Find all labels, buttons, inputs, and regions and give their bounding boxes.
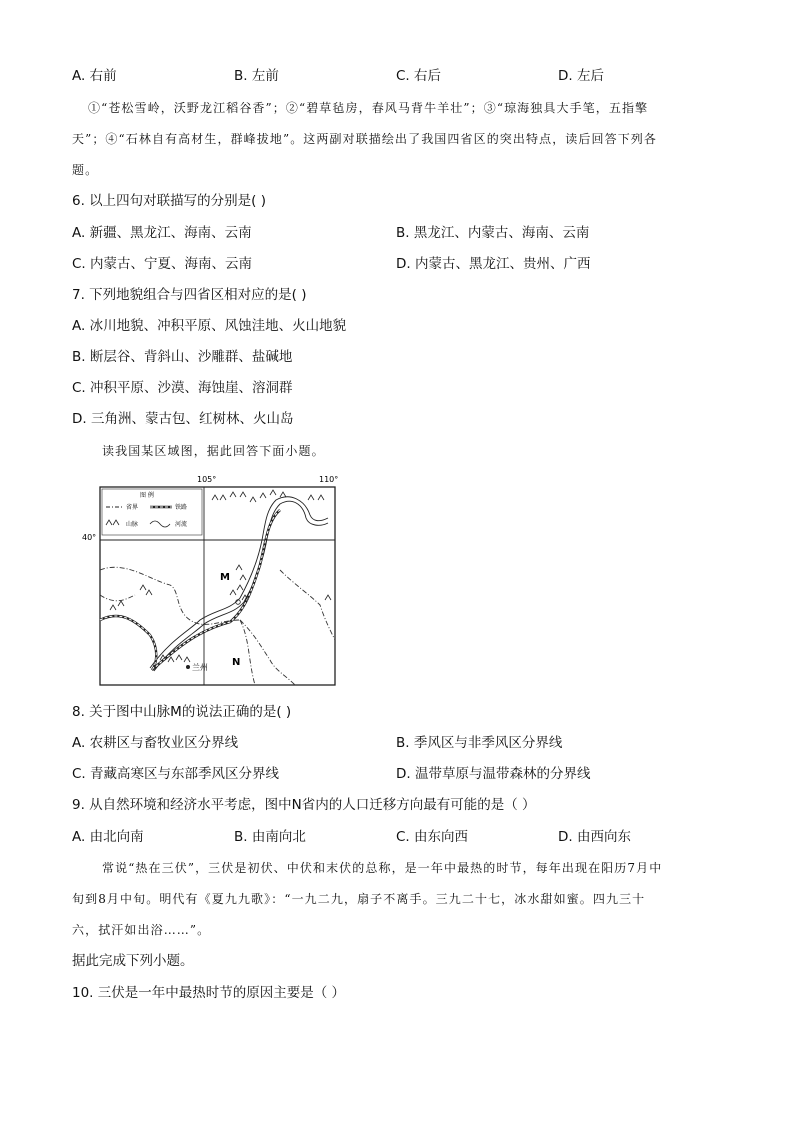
q9-option-b: B. 由南向北 <box>234 829 306 845</box>
lanzhou-marker <box>186 665 190 669</box>
label-province-n: N <box>232 657 241 668</box>
sanfu-intro-line-4: 据此完成下列小题。 <box>72 953 194 969</box>
q5-option-d: D. 左后 <box>558 68 604 84</box>
q6-option-a: A. 新疆、黑龙江、海南、云南 <box>72 225 252 241</box>
q9-option-c: C. 由东向西 <box>396 829 469 845</box>
q5-option-b: B. 左前 <box>234 68 279 84</box>
couplet-intro-line-1: ①“苍松雪岭，沃野龙江稻谷香”；②“碧草毡房，春风马背牛羊壮”；③“琼海独具大手笔，五指擎 <box>88 101 649 115</box>
sanfu-intro-line-3: 六，拭汗如出浴……”。 <box>72 923 211 937</box>
legend-railway-label: 铁路 <box>175 504 188 511</box>
sanfu-intro-line-1: 常说“热在三伏”，三伏是初伏、中伏和末伏的总称，是一年中最热的时节，每年出现在阳历7月中 <box>102 861 663 875</box>
longitude-105-label: 105° <box>197 475 217 484</box>
region-map <box>80 470 356 690</box>
q6-option-b: B. 黑龙江、内蒙古、海南、云南 <box>396 225 590 241</box>
couplet-intro-line-3: 题。 <box>72 163 99 177</box>
label-lanzhou: 兰州 <box>192 663 208 672</box>
map-intro: 读我国某区域图，据此回答下面小题。 <box>102 444 325 458</box>
latitude-40-label: 40° <box>82 533 97 542</box>
q6-stem: 6. 以上四句对联描写的分别是( ) <box>72 193 266 209</box>
q6-option-d: D. 内蒙古、黑龙江、贵州、广西 <box>396 256 591 272</box>
legend-boundary-label: 省界 <box>126 504 139 511</box>
q9-option-a: A. 由北向南 <box>72 829 144 845</box>
legend-title: 图 例 <box>140 492 154 499</box>
q5-option-c: C. 右后 <box>396 68 442 84</box>
q7-option-c: C. 冲积平原、沙漠、海蚀崖、溶洞群 <box>72 380 293 396</box>
q8-option-c: C. 青藏高寒区与东部季风区分界线 <box>72 766 280 782</box>
q8-option-d: D. 温带草原与温带森林的分界线 <box>396 766 591 782</box>
q10-stem: 10. 三伏是一年中最热时节的原因主要是（ ） <box>72 985 346 1001</box>
legend-mountain-label: 山脉 <box>126 521 139 528</box>
sanfu-intro-line-2: 旬到8月中旬。明代有《夏九九歌》：“一九二九，扇子不离手。三九二十七，冰水甜如蜜。四九三十 <box>72 892 646 906</box>
longitude-110-label: 110° <box>319 475 339 484</box>
q7-option-d: D. 三角洲、蒙古包、红树林、火山岛 <box>72 411 294 427</box>
q7-option-b: B. 断层谷、背斜山、沙雕群、盐碱地 <box>72 349 293 365</box>
q8-option-b: B. 季风区与非季风区分界线 <box>396 735 563 751</box>
q7-stem: 7. 下列地貌组合与四省区相对应的是( ) <box>72 287 307 303</box>
q7-option-a: A. 冰川地貌、冲积平原、风蚀洼地、火山地貌 <box>72 318 347 334</box>
q8-stem: 8. 关于图中山脉M的说法正确的是( ) <box>72 704 292 720</box>
q5-option-a: A. 右前 <box>72 68 117 84</box>
q9-option-d: D. 由西向东 <box>558 829 631 845</box>
map-legend <box>102 489 202 535</box>
q6-option-c: C. 内蒙古、宁夏、海南、云南 <box>72 256 253 272</box>
couplet-intro-line-2: 天”；④“石林自有高材生，群峰拔地”。这两副对联描绘出了我国四省区的突出特点，读后回答下列各 <box>72 132 658 146</box>
q8-option-a: A. 农耕区与畜牧业区分界线 <box>72 735 239 751</box>
label-mountain-m: M <box>220 572 230 583</box>
legend-river-label: 河流 <box>175 521 188 528</box>
q9-stem: 9. 从自然环境和经济水平考虑，图中N省内的人口迁移方向最有可能的是（ ） <box>72 797 536 813</box>
